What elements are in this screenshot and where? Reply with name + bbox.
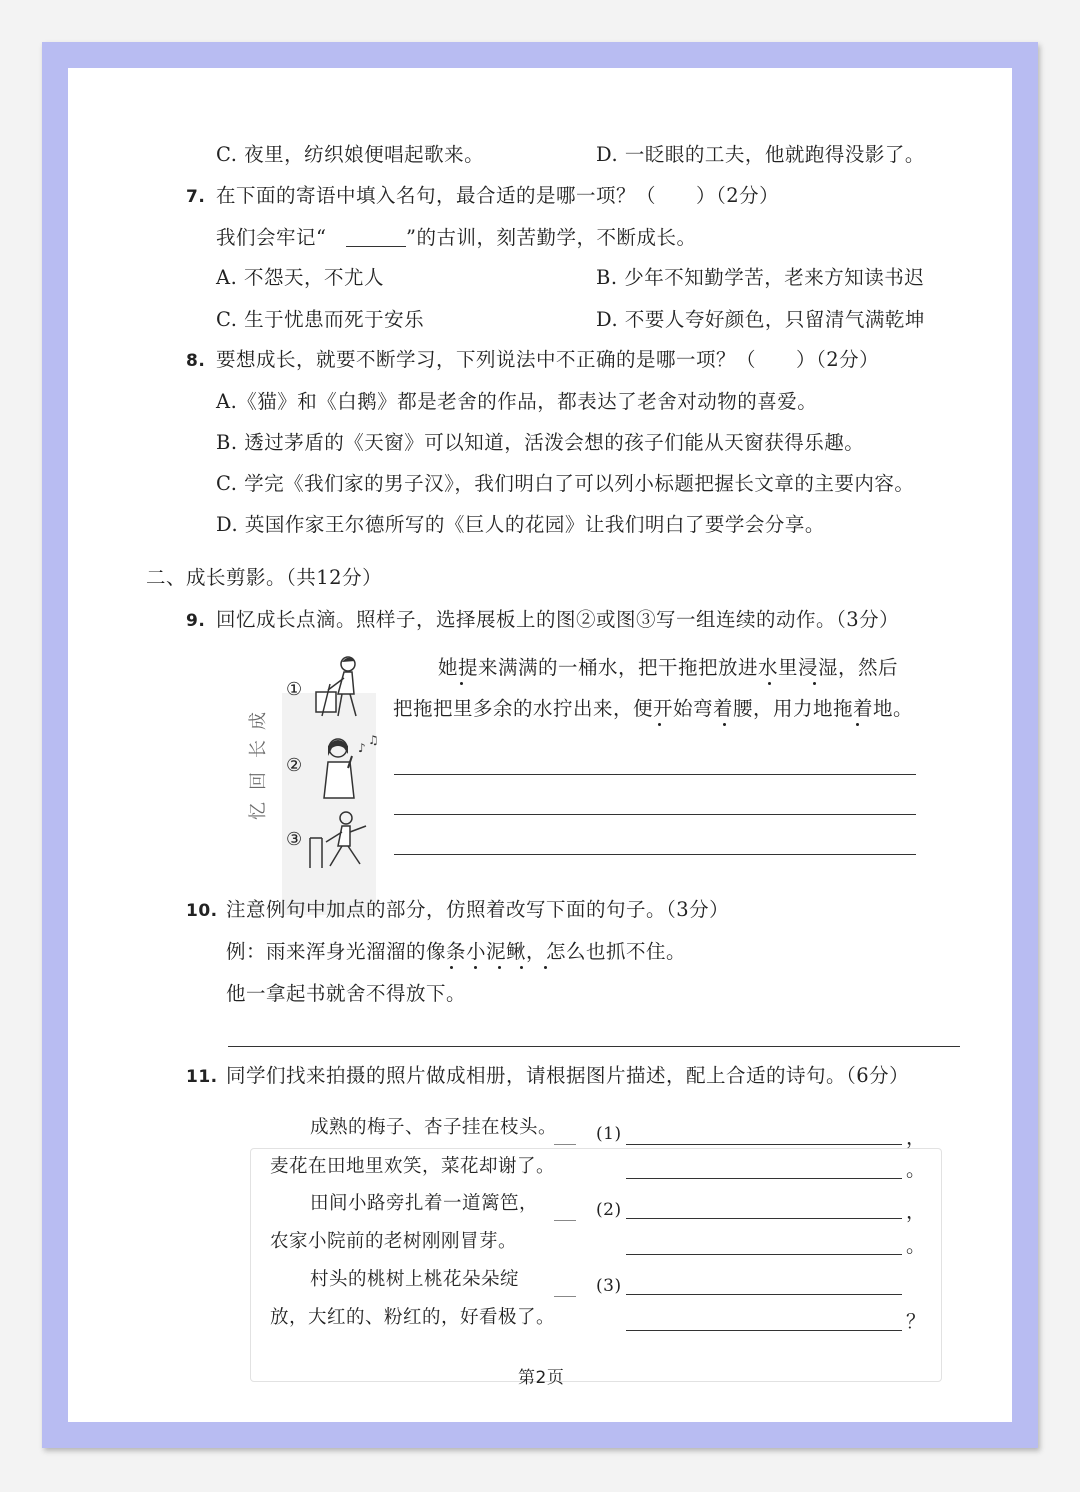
page-frame bbox=[42, 42, 1038, 1448]
emphasis-dot bbox=[723, 723, 726, 726]
emphasis-dot bbox=[813, 682, 816, 685]
q11-desc-2-line-1: 田间小路旁扎着一道篱笆， bbox=[310, 1193, 539, 1214]
q7-sentence-post: ”的古训，刻苦勤学，不断成长。 bbox=[406, 226, 697, 249]
running-illustration bbox=[308, 808, 380, 880]
q6-option-d[interactable]: D. 一眨眼的工夫，他就跑得没影了。 bbox=[596, 143, 925, 166]
q11-answer-2b[interactable] bbox=[626, 1254, 902, 1255]
mopping-illustration bbox=[308, 654, 380, 726]
board-label-char: 长 bbox=[248, 740, 269, 758]
section-2-title: 二、成长剪影。（共12分） bbox=[146, 566, 383, 589]
q11-matching-box bbox=[250, 1148, 942, 1382]
q11-punct-1b: 。 bbox=[906, 1158, 927, 1181]
board-label-char: 成 bbox=[248, 712, 269, 730]
q11-punct-3b: ？ bbox=[906, 1310, 927, 1333]
board-label-char: 回 bbox=[248, 772, 269, 790]
q8-option-c[interactable]: C. 学完《我们家的男子汉》，我们明白了可以列小标题把握长文章的主要内容。 bbox=[216, 472, 915, 495]
q9-answer-line[interactable] bbox=[394, 814, 916, 815]
q11-answer-3b[interactable] bbox=[626, 1330, 902, 1331]
worksheet-page bbox=[68, 68, 1012, 1422]
q11-label-3: (3) bbox=[596, 1276, 622, 1296]
q11-desc-2-line-2: 农家小院前的老树刚刚冒芽。 bbox=[270, 1231, 518, 1252]
q11-connector bbox=[554, 1220, 576, 1221]
q10-number: 10. bbox=[186, 901, 218, 921]
q9-answer-line[interactable] bbox=[394, 854, 916, 855]
q10-answer-line[interactable] bbox=[228, 1046, 960, 1047]
q11-connector bbox=[554, 1296, 576, 1297]
q11-stem: 同学们找来拍摄的照片做成相册，请根据图片描述，配上合适的诗句。（6分） bbox=[226, 1064, 910, 1087]
emphasis-dot bbox=[474, 966, 477, 969]
q11-desc-1-line-2: 麦花在田地里欢笑，菜花却谢了。 bbox=[270, 1156, 556, 1177]
svg-text:♫: ♫ bbox=[368, 733, 379, 747]
figure-1-label: ① bbox=[286, 679, 303, 700]
emphasis-dot bbox=[460, 682, 463, 685]
q7-number: 7. bbox=[186, 187, 206, 207]
q11-desc-1-line-1: 成熟的梅子、杏子挂在枝头。 bbox=[310, 1117, 558, 1138]
emphasis-dot bbox=[450, 966, 453, 969]
q9-answer-line[interactable] bbox=[394, 774, 916, 775]
q7-sentence-pre: 我们会牢记“ bbox=[216, 226, 327, 249]
q11-punct-2a: ， bbox=[906, 1200, 927, 1223]
emphasis-dot bbox=[768, 682, 771, 685]
q7-option-b[interactable]: B. 少年不知勤学苦，老来方知读书迟 bbox=[596, 266, 925, 289]
q11-label-2: (2) bbox=[596, 1200, 622, 1220]
q7-option-a[interactable]: A. 不怨天，不尤人 bbox=[216, 266, 384, 289]
q9-example-line-2: 把拖把里多余的水拧出来，便开始弯着腰，用力地拖着地。 bbox=[393, 697, 914, 720]
q11-desc-3-line-2: 放，大红的、粉红的，好看极了。 bbox=[270, 1307, 556, 1328]
q11-connector bbox=[554, 1144, 576, 1145]
emphasis-dot bbox=[520, 966, 523, 969]
q8-number: 8. bbox=[186, 351, 206, 371]
q11-desc-3-line-1: 村头的桃树上桃花朵朵绽 bbox=[310, 1269, 520, 1290]
q11-answer-1b[interactable] bbox=[626, 1178, 902, 1179]
q8-option-d[interactable]: D. 英国作家王尔德所写的《巨人的花园》让我们明白了要学会分享。 bbox=[216, 513, 825, 536]
q11-answer-3a[interactable] bbox=[626, 1294, 902, 1295]
emphasis-dot bbox=[658, 723, 661, 726]
emphasis-dot bbox=[498, 966, 501, 969]
q7-option-c[interactable]: C. 生于忧患而死于安乐 bbox=[216, 308, 425, 331]
q8-option-a[interactable]: A.《猫》和《白鹅》都是老舍的作品，都表达了老舍对动物的喜爱。 bbox=[216, 390, 818, 413]
q11-answer-1a[interactable] bbox=[626, 1144, 902, 1145]
q9-number: 9. bbox=[186, 611, 206, 631]
q7-option-d[interactable]: D. 不要人夸好颜色，只留清气满乾坤 bbox=[596, 308, 925, 331]
singing-illustration bbox=[308, 732, 380, 804]
board-label-char: 忆 bbox=[248, 802, 269, 820]
emphasis-dot bbox=[544, 966, 547, 969]
q11-punct-1a: ， bbox=[906, 1126, 927, 1149]
q11-punct-2b: 。 bbox=[906, 1234, 927, 1257]
page-number: 第2页 bbox=[518, 1368, 565, 1388]
q10-stem: 注意例句中加点的部分，仿照着改写下面的句子。（3分） bbox=[226, 898, 730, 921]
q6-option-c[interactable]: C. 夜里，纺织娘便唱起歌来。 bbox=[216, 143, 485, 166]
q8-stem: 要想成长，就要不断学习，下列说法中不正确的是哪一项？（ ）（2分） bbox=[216, 348, 880, 371]
q10-example: 例：雨来浑身光溜溜的像条小泥鳅，怎么也抓不住。 bbox=[226, 940, 687, 963]
board-strip bbox=[282, 693, 376, 915]
q11-number: 11. bbox=[186, 1067, 218, 1087]
svg-text:♪: ♪ bbox=[358, 741, 366, 755]
q8-option-b[interactable]: B. 透过茅盾的《天窗》可以知道，活泼会想的孩子们能从天窗获得乐趣。 bbox=[216, 431, 865, 454]
emphasis-dot bbox=[856, 723, 859, 726]
q10-sentence: 他一拿起书就舍不得放下。 bbox=[226, 982, 467, 1005]
figure-3-label: ③ bbox=[286, 829, 303, 850]
q9-example-line-1: 她提来满满的一桶水，把干拖把放进水里浸湿，然后 bbox=[438, 656, 899, 679]
q11-answer-2a[interactable] bbox=[626, 1218, 902, 1219]
q9-stem: 回忆成长点滴。照样子，选择展板上的图②或图③写一组连续的动作。（3分） bbox=[216, 608, 900, 631]
q7-blank[interactable] bbox=[346, 246, 406, 247]
q11-label-1: (1) bbox=[596, 1124, 622, 1144]
figure-2-label: ② bbox=[286, 755, 303, 776]
q7-stem: 在下面的寄语中填入名句，最合适的是哪一项？（ ）（2分） bbox=[216, 184, 780, 207]
